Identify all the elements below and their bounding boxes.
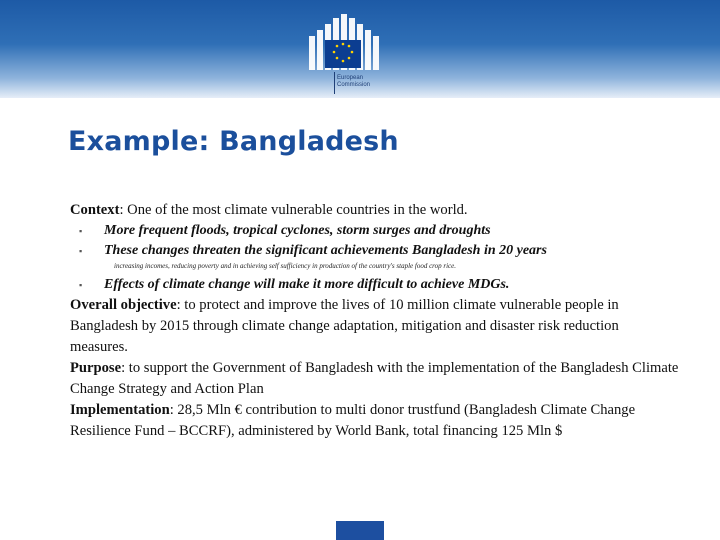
list-item [70, 275, 680, 295]
page-title: Example: Bangladesh [68, 126, 399, 157]
context-text: : One of the most climate vulnerable countries in the world. [119, 202, 468, 218]
purpose-label: Purpose [70, 360, 122, 376]
overall-objective-text: : to protect and improve the lives of 10 million climate vulnerable people in Bangladesh by 2015 through climate change adaptation, mitigation and disaster risk reduction measures. [70, 297, 619, 355]
implementation-paragraph [70, 400, 680, 442]
logo-text [337, 75, 370, 89]
footer-bar [336, 521, 384, 540]
logo-text-line-2: Commission [337, 82, 371, 88]
list-item [70, 241, 680, 261]
bullet-icon: ▪ [79, 280, 83, 290]
header-banner [0, 0, 720, 98]
slide-content [70, 200, 680, 442]
list-item [70, 221, 680, 241]
mdg-bullet [70, 275, 680, 295]
bullet-text: More frequent floods, tropical cyclones, storm surges and droughts [104, 223, 491, 238]
bullet-text: These changes threaten the significant achievements Bangladesh in 20 years [104, 243, 547, 258]
bullet-text: Effects of climate change will make it more difficult to achieve MDGs. [104, 277, 510, 292]
implementation-text: : 28,5 Mln € contribution to multi donor trustfund (Bangladesh Climate Change Resilience Fund – BCCRF), administered by World Bank, total financing 125 Mln $ [70, 402, 636, 439]
context-label: Context [70, 202, 120, 218]
purpose-text: : to support the Government of Bangladesh with the implementation of the Bangladesh Climate Change Strategy and Action Plan [70, 360, 679, 397]
bullet-icon: ▪ [79, 246, 83, 256]
context-bullets [70, 221, 680, 261]
purpose-paragraph [70, 358, 680, 400]
small-note: increasing incomes, reducing poverty and in achieving self sufficiency in production of the country's staple food crop rice. [114, 262, 457, 270]
implementation-label: Implementation [70, 402, 170, 418]
overall-objective-paragraph [70, 295, 680, 358]
bullet-icon: ▪ [79, 226, 83, 236]
overall-objective-label: Overall objective [70, 297, 177, 313]
context-paragraph [70, 200, 680, 221]
logo-text-line-1: European [337, 75, 364, 81]
